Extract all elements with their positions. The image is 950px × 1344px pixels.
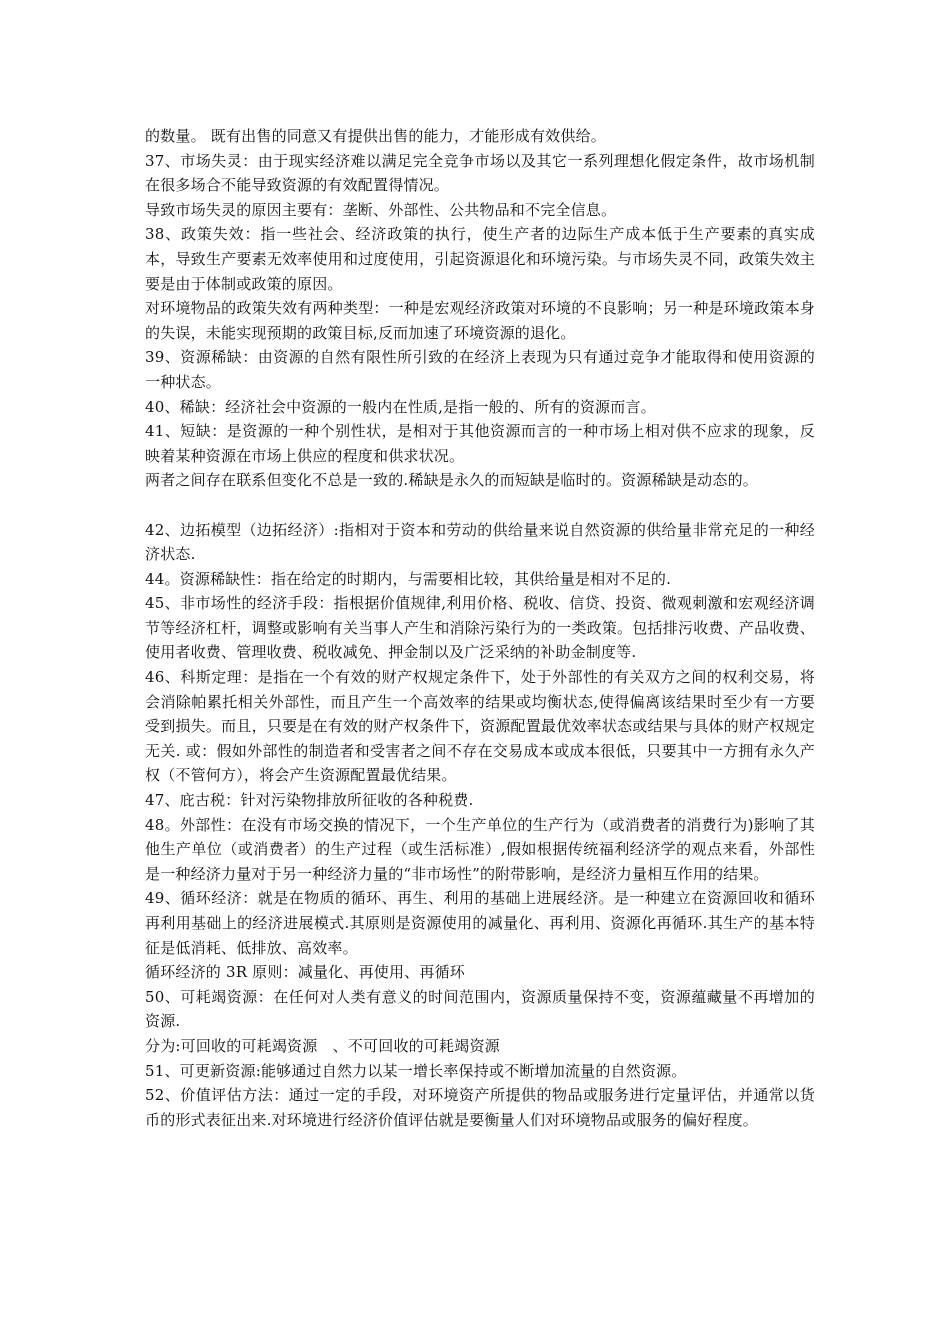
paragraph-continuation: 的数量。 既有出售的同意又有提供出售的能力，才能形成有效供给。 (145, 127, 606, 145)
paragraph-scarcity-vs-shortage: 两者之间存在联系但变化不总是一致的.稀缺是永久的而短缺是临时的。资源稀缺是动态的。 (145, 471, 758, 490)
paragraph-38-policy-failure: 38、政策失效：指一些社会、经济政策的执行，使生产者的边际生产成本低于生产要素的真实成本，导致生产要素无效率使用和过度使用，引起资源退化和环境污染。与市场失灵不同，政策失效主要是由于体制或政策的原因。 (145, 225, 815, 293)
paragraph-48-externality: 48。外部性：在没有市场交换的情况下，一个生产单位的生产行为（或消费者的消费行为)影响了其他生产单位（或消费者）的生产过程（或生活标准）,假如根据传统福利经济学的观点来看，外部性是一种经济力量对于另一种经济力量的“非市场性”的附带影响，是经济力量相互作用的结果。 (145, 815, 815, 883)
paragraph-45-non-market-instruments: 45、非市场性的经济手段：指根据价值规律,利用价格、税收、信贷、投资、微观刺激和宏观经济调节等经济杠杆，调整或影响有关当事人产生和消除污染行为的一类政策。包括排污收费、产品收费、使用者收费、管理收费、税收减免、押金制以及广泛采纳的补助金制度等. (145, 594, 815, 662)
paragraph-market-failure-causes: 导致市场失灵的原因主要有：垄断、外部性、公共物品和不完全信息。 (145, 200, 617, 219)
paragraph-42-frontier-model: 42、边拓模型（边拓经济）:指相对于资本和劳动的供给量来说自然资源的供给量非常充足的一种经济状态. (145, 520, 815, 564)
paragraph-44-resource-scarcity: 44。资源稀缺性：指在给定的时期内，与需要相比较，其供给量是相对不足的. (145, 569, 672, 588)
paragraph-41-shortage: 41、短缺：是资源的一种个别性状，是相对于其他资源而言的一种市场上相对供不应求的现象，反映着某种资源在市场上供应的程度和供求状况。 (145, 422, 815, 465)
paragraph-51-renewable-resources: 51、可更新资源:能够通过自然力以某一增长率保持或不断增加流量的自然资源。 (145, 1061, 687, 1080)
paragraph-46-coase-theorem: 46、科斯定理：是指在一个有效的财产权规定条件下，处于外部性的有关双方之间的权利交易，将会消除帕累托相关外部性，而且产生一个高效率的结果或均衡状态,使得偏离该结果时至少有一方要受到损失。而且，只要是在有效的财产权条件下，资源配置最优效率状态或结果与具体的财产权规定无关. 或：假如外部性的制造者和受害者之间不存在交易成本或成本很低，只要其中一方拥有永久产权（不管何方），将会产生资源配置最优结果。 (145, 668, 815, 785)
paragraph-47-pigovian-tax: 47、庇古税：针对污染物排放所征收的各种税费. (145, 791, 474, 810)
paragraph-40-scarcity: 40、稀缺：经济社会中资源的一般内在性质,是指一般的、所有的资源而言。 (145, 397, 656, 416)
paragraph-39-resource-scarcity: 39、资源稀缺：由资源的自然有限性所引致的在经济上表现为只有通过竞争才能取得和使用资源的一种状态。 (145, 348, 815, 391)
paragraph-50-exhaustible-resources: 50、可耗竭资源：在任何对人类有意义的时间范围内，资源质量保持不变，资源蕴藏量不再增加的资源. (145, 987, 815, 1031)
paragraph-policy-failure-types: 对环境物品的政策失效有两种类型：一种是宏观经济政策对环境的不良影响；另一种是环境政策本身的失误，未能实现预期的政策目标,反而加速了环境资源的退化。 (145, 299, 815, 342)
paragraph-49-circular-economy: 49、循环经济：就是在物质的循环、再生、利用的基础上进展经济。是一种建立在资源回收和循环再利用基础上的经济进展模式.其原则是资源使用的减量化、再利用、资源化再循环.其生产的基本特征是低消耗、低排放、高效率。 (145, 889, 815, 957)
document-body (145, 124, 815, 1132)
blank-line (145, 493, 815, 518)
paragraph-52-valuation-methods: 52、价值评估方法：通过一定的手段，对环境资产所提供的物品或服务进行定量评估，并通常以货币的形式表征出来.对环境进行经济价值评估就是要衡量人们对环境物品或服务的偏好程度。 (145, 1086, 815, 1129)
paragraph-exhaustible-types: 分为:可回收的可耗竭资源 、不可回收的可耗竭资源 (145, 1036, 500, 1055)
paragraph-3r-principle: 循环经济的 3R 原则：减量化、再使用、再循环 (145, 963, 465, 982)
paragraph-37-market-failure: 37、市场失灵：由于现实经济难以满足完全竞争市场以及其它一系列理想化假定条件，故市场机制在很多场合不能导致资源的有效配置得情况。 (145, 151, 815, 195)
